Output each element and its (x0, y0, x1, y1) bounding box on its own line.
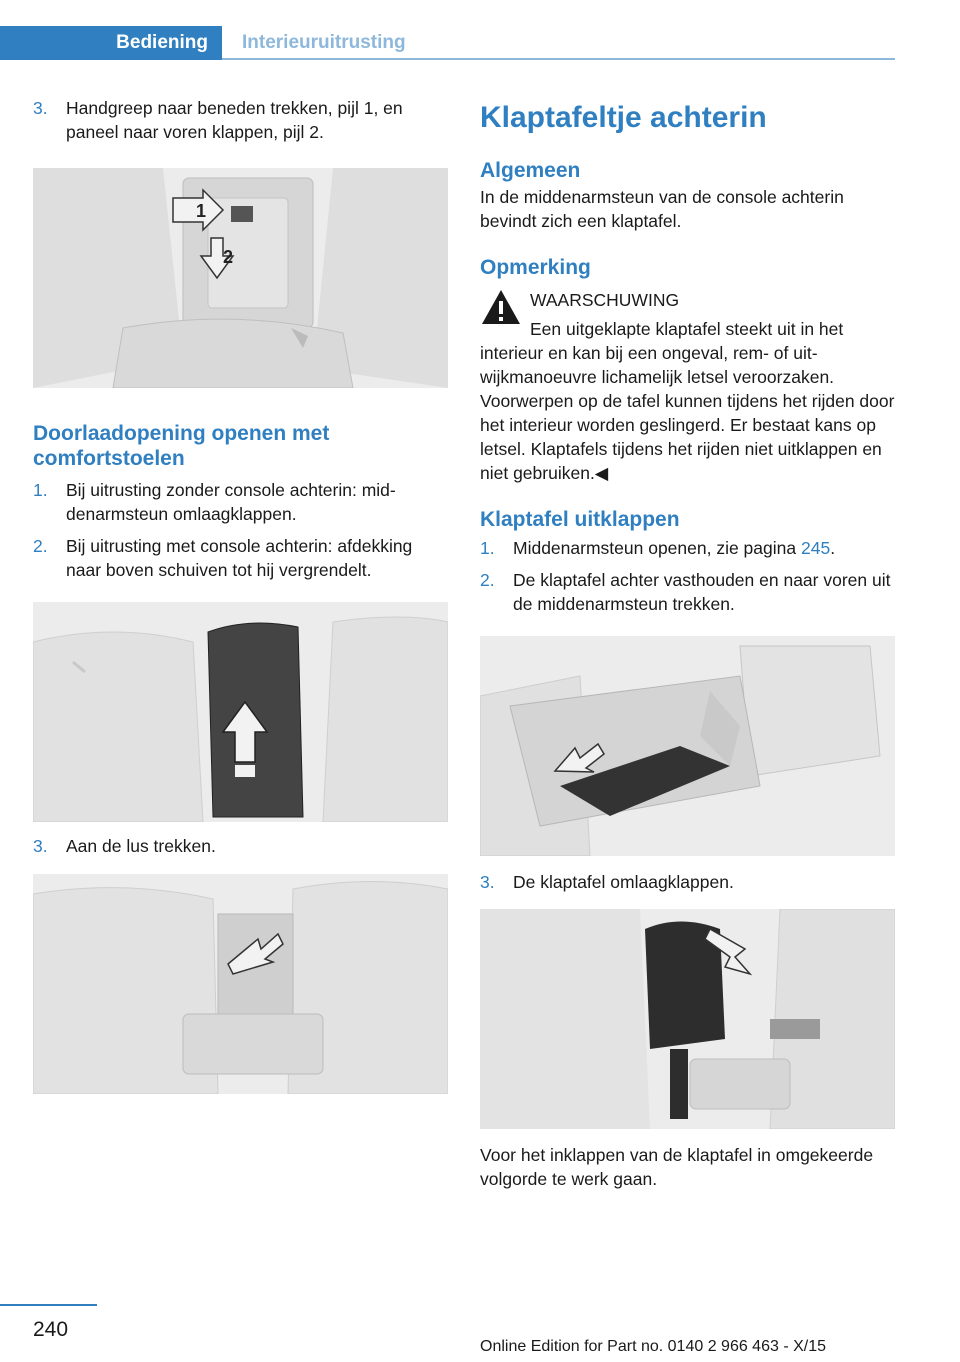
step-number: 1. (480, 538, 495, 558)
page-reference-link[interactable]: 245 (800, 538, 831, 558)
header-rule (222, 58, 895, 60)
figure-pull-loop (33, 874, 448, 1094)
step-text: De klaptafel omlaagklappen. (513, 872, 734, 892)
step-text: Bij uitrusting zonder console achterin: middenarmsteun omlaagklappen. (66, 480, 396, 524)
page-number: 240 (33, 1318, 69, 1341)
general-text: In de middenarmsteun van de console achterin bevindt zich een klaptafel. (480, 187, 844, 231)
step-number: 3. (33, 836, 48, 856)
closing-text: Voor het inklappen van de klaptafel in omgekeerde volgorde te werk gaan. (480, 1145, 874, 1189)
arrow-label-2: 2 (223, 247, 234, 267)
section-heading-comfort-seats: Doorlaadopening openen met comfortstoelen (33, 422, 330, 470)
warning-text: interieur en kan bij een ongeval, rem- of uitwijkmanoeuvre lichamelijk letsel veroorzaken. Voorwerpen op de tafel kunnen tijdens het rijden door het interieur worden geslingerd. Er bestaat kans op letsel. Klaptafels tijdens het rijden niet uitklappen en niet gebruiken.◀ (480, 343, 895, 483)
arrow-label-1: 1 (196, 201, 207, 221)
figure-table-fold-down (480, 909, 895, 1129)
heading-note: Opmerking (480, 256, 591, 279)
step-3-fold-down (480, 870, 895, 894)
step-number: 3. (480, 872, 495, 892)
page-title: Klaptafeltje achterin (480, 101, 767, 134)
step-number: 3. (33, 98, 48, 118)
step-2-pull-table (480, 568, 895, 616)
steps-list (33, 478, 448, 582)
step-number: 2. (33, 536, 48, 556)
left-column (33, 96, 448, 1094)
step-1-open-armrest: 1. Middenarmsteun openen, zie pagina 245. (480, 538, 836, 558)
step-text: Aan de lus trekken. (66, 836, 216, 856)
step-2 (33, 534, 448, 582)
figure-cover-slide (33, 602, 448, 822)
step-3-pull-loop (33, 834, 448, 858)
footer-rule (0, 1304, 97, 1306)
warning-triangle-icon (480, 288, 522, 326)
step-text: Middenarmsteun openen, zie pagina (513, 538, 801, 558)
heading-general: Algemeen (480, 159, 581, 182)
step-number: 1. (33, 480, 48, 500)
heading-unfold-table: Klaptafel uitklappen (480, 508, 680, 531)
step-number: 2. (480, 570, 495, 590)
section-tab-interieuruitrusting[interactable]: Interieuruitrusting (242, 32, 406, 53)
chapter-tab-bediening[interactable]: Bediening (0, 26, 222, 60)
step-text: Handgreep naar beneden trekken, pijl 1, en paneel naar voren klappen, pijl 2. (66, 98, 403, 142)
figure-table-pull-out (480, 636, 895, 856)
right-column (480, 100, 895, 1191)
step-handle-pull (33, 96, 448, 144)
figure-panel-fold (33, 168, 448, 388)
page-header (0, 26, 895, 60)
warning-block (480, 288, 895, 341)
warning-text-first-line: Een uitgeklapte klaptafel steekt uit in het (530, 319, 844, 339)
step-text: Bij uitrusting met console achterin: afdekking naar boven schuiven tot hij vergrendelt. (66, 536, 413, 580)
step-1 (33, 478, 448, 526)
warning-label: WAARSCHUWING (530, 290, 680, 310)
step-text: De klaptafel achter vasthouden en naar voren uit de middenarmsteun trekken. (513, 570, 891, 614)
edition-note: Online Edition for Part no. 0140 2 966 463 - X/15 (480, 1338, 827, 1355)
